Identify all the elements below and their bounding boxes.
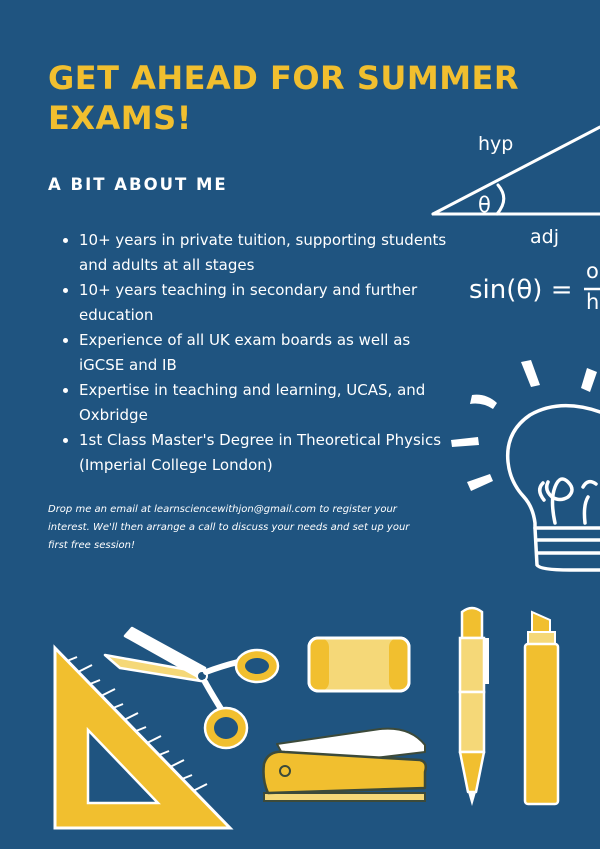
theta-label: θ	[478, 193, 491, 217]
list-item: • 10+ years in private tuition, supporting students and adults at all stages	[79, 228, 459, 277]
contact-text: Drop me an email at learnsciencewithjon@gmail.com to register your interest. We'll then arrange a call to discuss your needs and set up your first free session!	[48, 504, 410, 551]
adj-label: adj	[530, 226, 559, 248]
list-item: • Expertise in teaching and learning, UCAS, and Oxbridge	[79, 378, 459, 427]
formula-lhs: sin(θ) =	[469, 275, 573, 305]
formula-numerator: o	[586, 259, 599, 283]
triangle-diagram-icon	[0, 0, 600, 330]
page-title: GET AHEAD FOR SUMMER EXAMS!	[48, 59, 520, 137]
section-heading: A BIT ABOUT ME	[48, 175, 228, 194]
hyp-label: hyp	[478, 133, 514, 155]
formula-denominator: h	[586, 290, 600, 314]
list-item: • 10+ years teaching in secondary and further education	[79, 278, 459, 327]
list-item: • 1st Class Master's Degree in Theoretical Physics (Imperial College London)	[79, 428, 459, 477]
list-item: • Experience of all UK exam boards as well as iGCSE and IB	[79, 328, 459, 377]
